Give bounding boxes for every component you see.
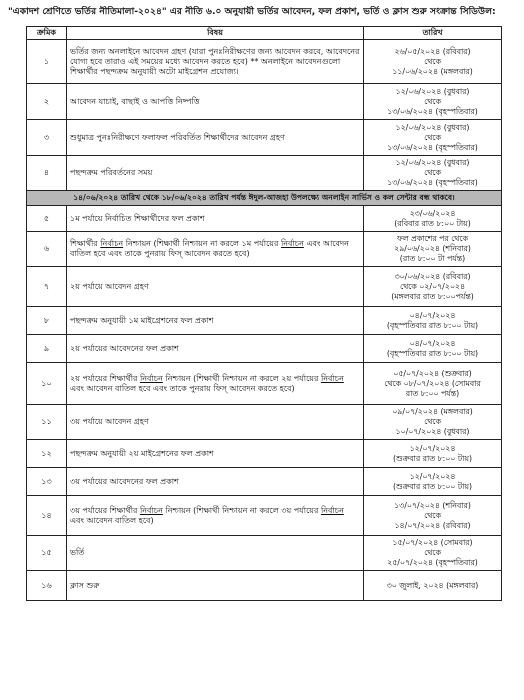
serial-cell: ১৫ xyxy=(27,536,67,571)
date-cell xyxy=(364,307,502,335)
topic-cell: পছন্দক্রম পরিবর্তনের সময় xyxy=(67,156,364,191)
topic-part: নির্বাচন xyxy=(100,239,124,248)
date-cell xyxy=(364,120,502,156)
topic-part: এবং আবেদন বাতিল হবে এবং তাকে পুনরায় ফিস্‌ আবেদন করতে হবে) xyxy=(70,383,295,393)
table-row xyxy=(27,40,502,84)
table-row xyxy=(27,307,502,335)
notice-row xyxy=(27,191,502,206)
topic-part: নির্বাচন xyxy=(139,505,163,515)
date-cell xyxy=(364,363,502,405)
date-line: ২৫/০৭/২০২৪ (বৃহস্পতিবার) xyxy=(387,558,478,567)
date-line: ১৩/০৬/২০২৪ (বৃহস্পতিবার) xyxy=(387,142,478,152)
date-line: ১৫/০৭/২০২৪ (সোমবার) xyxy=(392,538,473,547)
serial-cell: ৮ xyxy=(27,307,67,335)
topic-cell: ৩য় পর্যায়ের আবেদনের ফল প্রকাশ xyxy=(67,468,364,496)
date-line: (বৃহস্পতিবার রাত ৮:০০ টায়) xyxy=(386,320,479,330)
table-row xyxy=(27,120,502,156)
date-line: থেকে xyxy=(424,168,441,177)
date-cell xyxy=(364,571,502,601)
date-line: ১৩/০৬/২০২৪ (বৃহস্পতিবার) xyxy=(387,178,478,187)
date-line: ০৪/০৭/২০২৪ xyxy=(409,310,456,320)
date-cell xyxy=(364,440,502,468)
topic-part: নির্বাচন xyxy=(320,505,344,515)
date-line: ১৪/০৭/২০২৪ (রবিবার) xyxy=(394,520,471,530)
date-line: ১২/০৭/২০২৪ xyxy=(409,471,456,481)
topic-cell: ভর্তির জন্য অনলাইনে আবেদন গ্রহণ (যারা পুনঃনিরীক্ষণের জন্য আবেদন করবে, আবেদনের যোগ্য হবে তারাও এই সময়ের মধ্যে আবেদন করতে হবে) ** অনলাইনে আবেদনগুলো শিক্ষার্থীর পছন্দক্রম অনুযায়ী অটো মাইগ্রেশন প্রযোজ্য। xyxy=(67,40,364,84)
topic-cell xyxy=(67,232,364,267)
holiday-notice: ১৪/০৬/২০২৪ তারিখ থেকে ১৮/০৬/২০২৪ তারিখ পর্যন্ত ঈদুল-আজহা উপলক্ষ্যে অনলাইন সার্ভিস ও কল সেন্টার বন্ধ থাকবে। xyxy=(27,191,502,206)
date-line: ০৯/০৭/২০২৪ (মঙ্গলবার) xyxy=(392,407,473,416)
date-line: ৩০ জুলাই, ২০২৪ (মঙ্গলবার) xyxy=(386,580,479,590)
table-row xyxy=(27,405,502,440)
table-row xyxy=(27,571,502,601)
date-line: থেকে ০৮/০৭/২০২৪ (সোমবার xyxy=(384,378,481,388)
header-date: তারিখ xyxy=(364,27,502,40)
serial-cell: ৫ xyxy=(27,206,67,232)
date-line: ফল প্রকাশের পর থেকে xyxy=(397,234,468,243)
serial-cell: ১৩ xyxy=(27,468,67,496)
table-row xyxy=(27,335,502,363)
date-cell xyxy=(364,232,502,267)
date-cell xyxy=(364,405,502,440)
date-line: ১০/০৭/২০২৪ (বুধবার) xyxy=(395,427,470,436)
date-line: ৩০/০৬/২০২৪ (রবিবার) xyxy=(394,271,471,281)
date-cell xyxy=(364,84,502,120)
topic-part: নির্বাচন xyxy=(320,373,344,383)
date-line: ২৯/০৬/২০২৪ (শনিবার) xyxy=(394,244,471,253)
table-row xyxy=(27,440,502,468)
date-line: ১২/০৭/২০২৪ xyxy=(409,443,456,453)
date-line: থেকে ০২/০৭/২০২৪ xyxy=(399,281,466,291)
table-row xyxy=(27,84,502,120)
date-line: ২৬/০৫/২০২৪ (রবিবার) xyxy=(394,46,471,56)
date-line: ০৪/০৭/২০২৪ xyxy=(409,338,456,348)
date-line: থেকে xyxy=(424,96,441,106)
date-line: রাত ৮:০০ পর্যন্ত) xyxy=(405,388,460,398)
date-line: (শুক্রবার রাত ৮:০০ টায়) xyxy=(393,453,472,463)
table-row xyxy=(27,232,502,267)
date-line: থেকে xyxy=(424,417,441,426)
topic-cell xyxy=(67,363,364,405)
serial-cell: ১০ xyxy=(27,363,67,405)
topic-part: নিশ্চায়ন (শিক্ষার্থী নিশ্চায়ন না করলে ২য় পর্যায়ের xyxy=(162,373,321,383)
date-cell xyxy=(364,536,502,571)
date-line: ১২/০৬/২০২৪ (বুধবার) xyxy=(395,158,470,167)
serial-cell: ৩ xyxy=(27,120,67,156)
topic-cell: ১ম পর্যায়ে নির্বাচিত শিক্ষার্থীদের ফল প্রকাশ xyxy=(67,206,364,232)
date-line: (বৃহস্পতিবার রাত ৮:০০ টায়) xyxy=(386,348,479,358)
date-line: থেকে xyxy=(424,510,441,520)
topic-cell: ২য় পর্যায়ের আবেদনের ফল প্রকাশ xyxy=(67,335,364,363)
date-line: ০৫/০৭/২০২৪ (শুক্রবার) xyxy=(393,368,472,378)
topic-cell: পছন্দক্রম অনুযায়ী ২য় মাইগ্রেশনের ফল প্রকাশ xyxy=(67,440,364,468)
topic-cell: ভর্তি xyxy=(67,536,364,571)
topic-part: ২য় পর্যায়ের শিক্ষার্থীর xyxy=(70,373,140,383)
schedule-table xyxy=(26,26,502,601)
serial-cell: ১৬ xyxy=(27,571,67,601)
date-line: থেকে xyxy=(424,548,441,557)
date-cell xyxy=(364,206,502,232)
date-line: থেকে xyxy=(424,56,441,66)
date-line: ২৩/০৬/২০২৪ xyxy=(409,208,456,218)
date-cell xyxy=(364,496,502,536)
date-line: (রবিবার রাত ৮:০০ টায়) xyxy=(394,218,471,228)
header-serial: ক্রমিক xyxy=(27,27,67,40)
table-row xyxy=(27,156,502,191)
table-row xyxy=(27,267,502,307)
serial-cell: ১ xyxy=(27,40,67,84)
serial-cell: ১১ xyxy=(27,405,67,440)
date-line: ১২/০৬/২০২৪ (বুধবার) xyxy=(395,86,470,96)
table-row xyxy=(27,468,502,496)
date-line: থেকে xyxy=(424,132,441,142)
table-row xyxy=(27,363,502,405)
topic-part: ৩য় পর্যায়ের শিক্ষার্থীর xyxy=(70,505,140,515)
serial-cell: ১২ xyxy=(27,440,67,468)
topic-part: নিশ্চায়ন (শিক্ষার্থী নিশ্চায়ন না করলে ৩য় পর্যায়ের xyxy=(162,505,321,515)
date-line: ১৩/০৭/২০২৪ (শনিবার) xyxy=(394,500,471,510)
date-cell xyxy=(364,468,502,496)
topic-cell: ক্লাস শুরু xyxy=(67,571,364,601)
date-line: (মঙ্গলবার রাত ৮:০০পর্যন্ত) xyxy=(391,291,474,301)
topic-cell: আবেদন যাচাই, বাছাই ও আপত্তি নিষ্পত্তি xyxy=(67,84,364,120)
table-row xyxy=(27,536,502,571)
date-cell xyxy=(364,335,502,363)
date-cell xyxy=(364,267,502,307)
date-line: ১২/০৬/২০২৪ (বুধবার) xyxy=(395,122,470,132)
topic-part: নির্বাচন xyxy=(280,239,304,248)
header-topic: বিষয় xyxy=(67,27,364,40)
serial-cell: ৪ xyxy=(27,156,67,191)
table-row xyxy=(27,496,502,536)
serial-cell: ৬ xyxy=(27,232,67,267)
topic-cell xyxy=(67,496,364,536)
date-line: ১১/০৬/২০২৪ (মঙ্গলবার) xyxy=(392,66,473,76)
topic-cell: পছন্দক্রম অনুযায়ী ১ম মাইগ্রেশনের ফল প্রকাশ xyxy=(67,307,364,335)
table-row xyxy=(27,206,502,232)
serial-cell: ৭ xyxy=(27,267,67,307)
date-cell xyxy=(364,156,502,191)
topic-part: এবং আবেদন বাতিল হবে) xyxy=(70,515,154,525)
date-line: ১৩/০৬/২০২৪ (বৃহস্পতিবার) xyxy=(387,106,478,116)
page-title: "একাদশ শ্রেণিতে ভর্তির নীতিমালা-২০২৪" এর নীতি ৬.০ অনুযায়ী ভর্তির আবেদন, ফল প্রকাশ, ভর্তি ও ক্লাস শুরু সংক্রান্ত সিডিউল: xyxy=(8,6,496,17)
topic-part: নিশ্চায়ন (শিক্ষার্থী নিশ্চায়ন না করলে ১ম পর্যায়ের xyxy=(123,239,281,248)
serial-cell: ১৪ xyxy=(27,496,67,536)
topic-part: এবং আবেদন বাতিল হবে এবং তাকে পুনরায় ফিস্‌ আবেদন করতে হবে) xyxy=(70,239,349,258)
table-header-row xyxy=(27,27,502,40)
topic-part: শিক্ষার্থীর xyxy=(70,239,101,248)
serial-cell: ২ xyxy=(27,84,67,120)
topic-cell: ৩য় পর্যায়ে আবেদন গ্রহণ xyxy=(67,405,364,440)
date-line: (রাত ৮:০০ টা পর্যন্ত) xyxy=(399,254,466,263)
date-line: (শুক্রবার রাত ৮:০০ টায়) xyxy=(393,481,472,491)
topic-cell: ২য় পর্যায়ে আবেদন গ্রহণ xyxy=(67,267,364,307)
topic-cell: শুধুমাত্র পুনঃনিরীক্ষণে ফলাফল পরিবর্তিত শিক্ষার্থীদের আবেদন গ্রহণ xyxy=(67,120,364,156)
serial-cell: ৯ xyxy=(27,335,67,363)
date-cell xyxy=(364,40,502,84)
topic-part: নির্বাচন xyxy=(139,373,163,383)
